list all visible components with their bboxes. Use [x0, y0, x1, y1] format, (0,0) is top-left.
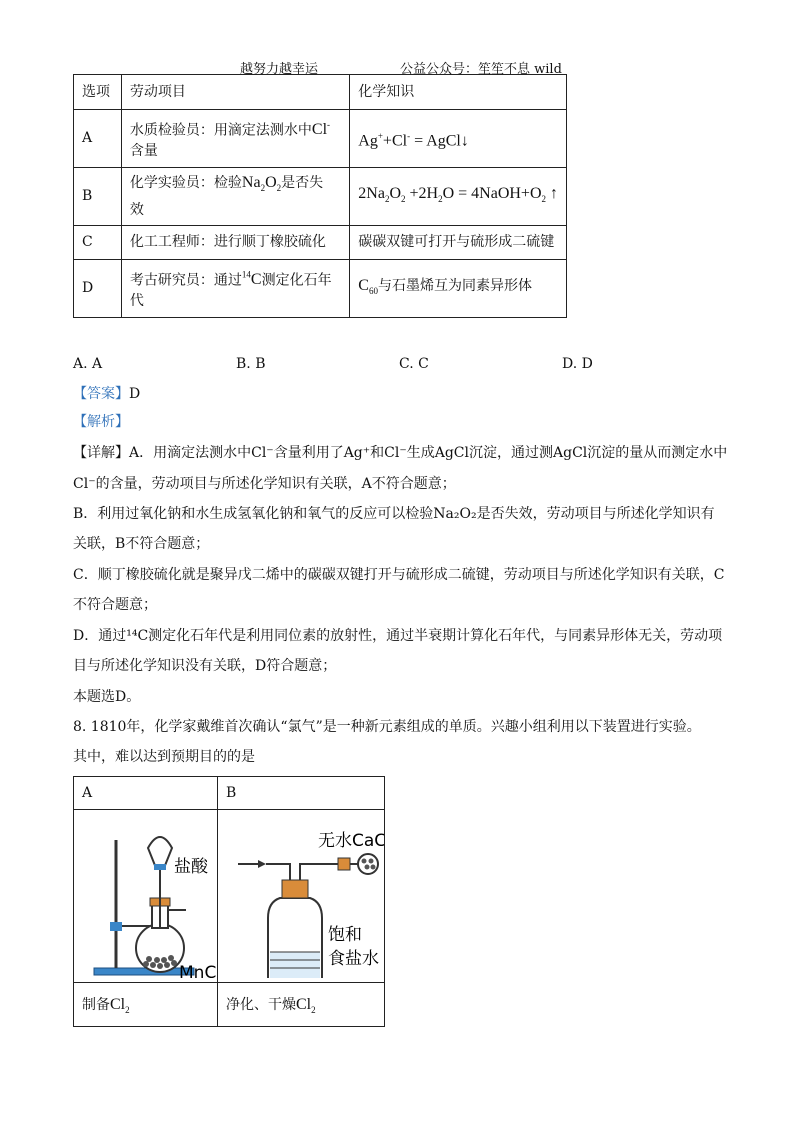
table-header: 选项: [74, 75, 122, 110]
anhydrous-cacl-label: 无水CaCl: [318, 831, 384, 851]
labor-item-cell: 水质检验员：用滴定法测水中Cl- 含量: [121, 110, 349, 168]
labor-item-cell: 考古研究员：通过$^{14}$C测定化石年 代: [121, 260, 349, 318]
header-right: 公益公众号：笙笙不息 wild: [400, 62, 562, 77]
option-cell: C: [74, 226, 122, 260]
option-cell: D: [74, 260, 122, 318]
detail-line: D．通过¹⁴C测定化石年代是利用同位素的放射性，通过半衰期计算化石年代，与同素异形体无关，劳动项: [73, 628, 723, 644]
hydrochloric-acid-label: 盐酸: [174, 857, 208, 877]
detail-line: B．利用过氧化钠和水生成氢氧化钠和氧气的反应可以检验Na₂O₂是否失效，劳动项目与所述化学知识有: [73, 506, 715, 522]
option-cell: B: [74, 168, 122, 226]
apparatus-a-cell: [74, 810, 218, 983]
header-left: 越努力越幸运: [240, 62, 319, 77]
labor-item-cell: 化工工程师：进行顺丁橡胶硫化: [121, 226, 349, 260]
table-header: 化学知识: [350, 75, 567, 110]
knowledge-cell: $2Na_2O_2 +2H_2O$ = $4NaOH+O_2$ ↑: [350, 168, 567, 226]
detail-line: 【详解】A．用滴定法测水中Cl⁻含量利用了Ag⁺和Cl⁻生成AgCl沉淀，通过测AgCl沉淀的量从而测定水中: [73, 445, 728, 461]
option-cell: A: [74, 110, 122, 168]
caption-a: 制备$Cl_2$: [74, 983, 218, 1027]
purification-drying-diagram: [218, 810, 384, 978]
answer: 【答案】D: [73, 386, 141, 402]
knowledge-cell: 碳碳双键可打开与硫形成二硫键: [350, 226, 567, 260]
table-header: B: [218, 777, 385, 810]
table-row: [74, 226, 567, 260]
detail-line: 不符合题意；: [73, 597, 157, 613]
caption-b: 净化、干燥$Cl_2$: [218, 983, 385, 1027]
chlorine-generator-diagram: [74, 810, 217, 978]
choice-a: A. A: [73, 356, 103, 372]
labor-item-cell: 化学实验员：检验$Na_2O_2$是否失 效: [121, 168, 349, 226]
choice-d: D. D: [562, 356, 593, 372]
knowledge-cell: $C_{60}$与石墨烯互为同素异形体: [350, 260, 567, 318]
choice-b: B. B: [236, 356, 266, 372]
knowledge-cell: Ag++Cl- = AgCl↓: [350, 110, 567, 168]
detail-line: 关联，B不符合题意；: [73, 536, 210, 552]
detail-line: C．顺丁橡胶硫化就是聚异戊二烯中的碳碳双键打开与硫形成二硫键，劳动项目与所述化学知识有关联，C: [73, 567, 725, 583]
apparatus-table: [73, 776, 385, 1027]
analysis-label: 【解析】: [73, 414, 129, 430]
saturated-label: 饱和: [328, 925, 362, 945]
detail-line: Cl⁻的含量，劳动项目与所述化学知识有关联，A不符合题意；: [73, 476, 456, 492]
table-header: A: [74, 777, 218, 810]
question-8-line2: 其中，难以达到预期目的的是: [73, 749, 255, 765]
table-row: [74, 110, 567, 168]
table-row: [74, 260, 567, 318]
table-header: 劳动项目: [121, 75, 349, 110]
table-row: [74, 168, 567, 226]
brine-label: 食盐水: [328, 949, 379, 969]
question-8-line1: 8. 1810年，化学家戴维首次确认“氯气”是一种新元素组成的单质。兴趣小组利用以下装置进行实验。: [73, 719, 701, 735]
detail-line: 目与所述化学知识没有关联，D符合题意；: [73, 658, 337, 674]
options-table: [73, 74, 567, 318]
detail-line: 本题选D。: [73, 689, 141, 705]
manganese-dioxide-label: MnC: [179, 963, 217, 978]
choice-c: C. C: [399, 356, 429, 372]
apparatus-b-cell: [218, 810, 385, 983]
